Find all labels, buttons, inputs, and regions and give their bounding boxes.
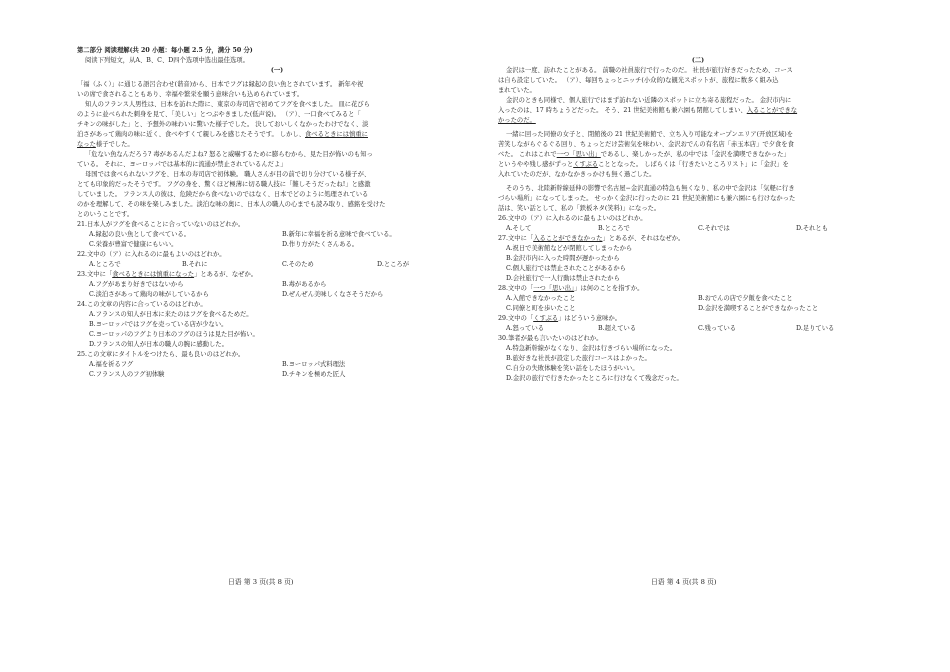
q29-option-d[interactable]: D.足りている	[796, 325, 835, 332]
passage2-line: づらい場所」になってしまった。 せっかく金沢に行ったのに 21 世紀美術館にも兼六園にも行けなかった	[498, 195, 796, 202]
q27-option-b[interactable]: B.金沢市内に入った時間が遅かったから	[506, 255, 620, 262]
q21-option-c[interactable]: C.栄養が豊富で健康にもいい。	[89, 241, 178, 248]
question-27: 27.文中に「入ることができなかった」とあるが、それはなぜか。	[498, 235, 685, 242]
q21-options-row	[77, 230, 477, 240]
passage1-line: いの席で食されることもあり、幸福や繁栄を願う意味合いも込められています。	[77, 91, 304, 98]
passage2-line: 苦笑しながらぐるぐる回り、ちょっとだけ芸術気を味わい、金沢おでんの有名店「赤玉本店」で夕食を食	[498, 141, 794, 148]
underlined-phrase: 食べるときには慎重になった	[112, 271, 195, 278]
question-23: 23.文中に「食べるときには慎重になった」とあるが、なぜか。	[77, 271, 258, 278]
q29-option-b[interactable]: B.超えている	[598, 325, 637, 332]
passage1-line: なった様子でした。	[77, 141, 134, 148]
q26-option-a[interactable]: A.そして	[506, 225, 532, 232]
q24-option-c[interactable]: C.ヨーロッパのフグより日本のフグのほうは見た目が怖い。	[89, 331, 259, 338]
q23-options-row	[77, 280, 477, 290]
q22-option-a[interactable]: A.ところで	[89, 261, 121, 268]
passage1-line: 泊さがあって鶏肉の味に近く、食べやすくて親しみを感じたそうです。 しかし、食べるときには慎重に	[77, 131, 368, 138]
q23-option-b[interactable]: B.毒があるから	[282, 281, 327, 288]
q23-option-c[interactable]: C.淡泊さがあって鶏肉の味がしているから	[89, 291, 209, 298]
q26-option-c[interactable]: C.それでは	[698, 225, 730, 232]
q22-option-b[interactable]: B.それに	[182, 261, 208, 268]
q25-options-row	[77, 370, 477, 380]
question-25: 25.この文章にタイトルをつけたら、最も良いのはどれか。	[77, 351, 245, 358]
passage1-line: とても印象的だったそうです。 フグの身を、驚くほど極薄に切る職人技に「難しそうだったね!」と感激	[77, 181, 371, 188]
q30-option-a[interactable]: A.特急新幹線がなくなり、金沢は行きづらい場所になった。	[506, 345, 677, 352]
passage2-line: 入れていたのだが、なかなかきっかけも無く過ごした。	[498, 171, 656, 178]
right-text-block	[498, 56, 898, 384]
q25-option-d[interactable]: D.チキンを極めた匠人	[282, 371, 346, 378]
q22-options-row	[77, 260, 477, 270]
passage1-line: 「危ない魚なんだろう? 毒があるんだよね? 怒ると威嚇するために膨らむから、見た目が怖いのも知っ	[85, 151, 373, 158]
q26-options-row	[498, 224, 898, 234]
passage2-line: 金沢のときも同様で、個人旅行ではまず訪れない近隣のスポットに立ち寄る旅程だった。 金沢市内に	[506, 97, 792, 104]
q24-option-d[interactable]: D.フランスの知人が日本の職人の腕に感動した。	[89, 341, 228, 348]
page-footer: 日语 第 3 页(共 8 页)	[228, 578, 294, 586]
q30-option-d[interactable]: D.金沢の旅行で行きたかったところに行けなくて残念だった。	[506, 375, 683, 382]
q21-options-row	[77, 240, 477, 250]
passage2-line: 一緒に回った同僚の女子と、閉館後の 21 世紀美術館で、立ち入り可能なオープンエリア(开放区域)を	[506, 131, 794, 138]
section-title: 第二部分 阅读理解(共 20 小题：每小题 2.5 分，满分 50 分)	[77, 47, 253, 54]
q26-option-d[interactable]: D.それとも	[796, 225, 829, 232]
passage1-line: していました。 フランス人の彼は、危険だから食べないのではなく、日本でどのように処理されている	[77, 191, 369, 198]
passage2-line: は自ら設定していた。 （ア）、毎回ちょっとニッチ(小众的)な観光スポットが、旅程に数多く組み込	[498, 77, 779, 84]
passage1-line: 「福（ふく）」に通じる語呂合わせ(谐音)から、日本でフグは縁起の良い魚とされています。 新年や祝	[77, 81, 364, 88]
q21-option-b[interactable]: B.新年に幸福を祈る意味で食べている。	[282, 231, 396, 238]
underlined-phrase: 一つ「思い出」	[533, 285, 575, 292]
q28-options-row	[498, 304, 898, 314]
q27-option-c[interactable]: C.個人旅行では禁止されたことがあるから	[506, 265, 626, 272]
underlined-phrase: 入ることができなかった	[533, 235, 603, 242]
question-30: 30.筆者が最も言いたいのはどれか。	[498, 335, 603, 342]
q28-option-a[interactable]: A.入館できなかったこと	[506, 295, 576, 302]
q25-option-c[interactable]: C.フランス人のフグ初体験	[89, 371, 165, 378]
underlined-phrase: なった	[77, 141, 96, 148]
q26-option-b[interactable]: B.ところで	[598, 225, 630, 232]
q25-option-a[interactable]: A.福を祈るフグ	[89, 361, 134, 368]
q30-option-b[interactable]: B.旅好きな社長が設定した旅行コースはよかった。	[506, 355, 651, 362]
q28-options-row	[498, 294, 898, 304]
q22-option-c[interactable]: C.そのため	[282, 261, 314, 268]
question-22: 22.文中の（ア）に入れるのに最もよいのはどれか。	[77, 251, 226, 258]
question-28: 28.文中の「一つ「思い出」」は何のことを指すか。	[498, 285, 644, 292]
q24-option-b[interactable]: B.ヨーロッパではフグを売っている店が少ない。	[89, 321, 228, 328]
passage1-line: 母国では食べられないフグを、日本の寿司店で初体験。 職人さんが目の前で切り分けている様子が、	[85, 171, 371, 178]
q27-option-a[interactable]: A.祝日で美術館などが閉館してしまったから	[506, 245, 633, 252]
q28-option-c[interactable]: C.同僚と町を歩いたこと	[506, 305, 576, 312]
passage2-line: まれていた。	[498, 87, 536, 94]
q29-option-a[interactable]: A.怒っている	[506, 325, 545, 332]
q23-option-d[interactable]: D.ぜんぜん美味しくなさそうだから	[282, 291, 384, 298]
passage1-line: 知人のフランス人男性は、日本を訪れた際に、東京の寿司店で初めてフグを食べました。 皿に花びら	[85, 101, 370, 108]
q23-options-row	[77, 290, 477, 300]
passage1-line: のように並べられた刺身を見て、「美しい」とつぶやきました(低声说)。 （ア）、一口食べてみると「	[77, 111, 361, 118]
q21-option-d[interactable]: D.作り方がたくさんある。	[282, 241, 359, 248]
q29-options-row	[498, 324, 898, 334]
passage1-line: とのいうことです。	[77, 211, 134, 218]
underlined-phrase: 入ることができな	[746, 107, 798, 114]
q28-option-d[interactable]: D.金沢を満喫することができなかったこと	[698, 305, 819, 312]
q27-option-d[interactable]: D.会社旅行で一人行動は禁止されたから	[506, 275, 620, 282]
passage2-label: (二)	[691, 57, 705, 64]
q23-option-a[interactable]: A.フグがあまり好きではないから	[89, 281, 184, 288]
passage1-line: ている。 それに、ヨーロッパでは基本的に流通が禁止されているんだよ」	[77, 161, 287, 168]
passage2-line: そのうち、北陸新幹線延伸の影響で名古屋−金沢直通の特急も無くなり、私の中で金沢は「気軽に行き	[506, 185, 795, 192]
instructions: 阅读下列短文，从A、B、C、D四个选项中选出最佳选项。	[85, 57, 249, 64]
passage2-line: 話は、笑い話として、私の「鉄板ネタ(笑料)」になった。	[498, 205, 661, 212]
passage2-line: というやや残し感がずっとくすぶることとなった。 しばらくは「行きたいところリスト」に「金沢」を	[498, 161, 789, 168]
right-page	[475, 0, 950, 672]
passage1-line: のかを理解して、その味を楽しみました。淡泊な味の奥に、日本人の職人の心までも読み取り、感銘を受けた	[77, 201, 386, 208]
passage1-line: チキンの味がした」と、予想外の味わいに驚いた様子でした。 決しておいしくなかったわけでなく、淡	[77, 121, 369, 128]
page-footer: 日语 第 4 页(共 8 页)	[651, 578, 717, 586]
question-21: 21.日本人がフグを食べることに合っていないのはどれか。	[77, 221, 245, 228]
passage2-line: 入ったのは、17 時ちょうどだった。 そう、21 世紀美術館も兼六園も閉館してしまい、入ることができな	[498, 107, 798, 114]
q25-options-row	[77, 360, 477, 370]
question-24: 24.この文章の内容に合っているのはどれか。	[77, 301, 207, 308]
q24-option-a[interactable]: A.フランスの知人が日本に来たのはフグを食べるためだ。	[89, 311, 253, 318]
question-29: 29.文中の「くすぶる」はどういう意味か。	[498, 315, 622, 322]
underlined-phrase: くすぶる	[573, 161, 599, 168]
underlined-phrase: 一つ「思い出」	[556, 151, 601, 158]
q22-option-d[interactable]: D.ところが	[377, 261, 410, 268]
question-26: 26.文中の（ア）に入れるのに最もよいのはどれか。	[498, 215, 647, 222]
passage1-label: (一)	[270, 67, 284, 74]
underlined-phrase: 食べるときには慎重に	[305, 131, 368, 138]
underlined-phrase: くすぶる	[533, 315, 559, 322]
left-text-block	[77, 46, 477, 380]
underlined-phrase: かったのだ。	[498, 117, 536, 124]
q21-option-a[interactable]: A.縁起の良い魚として食べている。	[89, 231, 191, 238]
q29-option-c[interactable]: C.残っている	[698, 325, 737, 332]
passage2-line: 金沢は一度、訪れたことがある。 前職の社員旅行で行ったのだ。 社長が旅行好きだったため、コース	[506, 67, 793, 74]
q30-option-c[interactable]: C.自分の失敗体験を笑い話をしたほうがいい。	[506, 365, 639, 372]
passage2-line: べた。 これはこれで一つ「思い出」であるし、楽しかったが、私の中では「金沢を満喫できなかった」	[498, 151, 790, 158]
passage2-line	[498, 116, 898, 126]
q28-option-b[interactable]: B.おでんの店で夕飯を食べたこと	[698, 295, 793, 302]
q25-option-b[interactable]: B.ヨーロッパ式料理法	[282, 361, 346, 368]
